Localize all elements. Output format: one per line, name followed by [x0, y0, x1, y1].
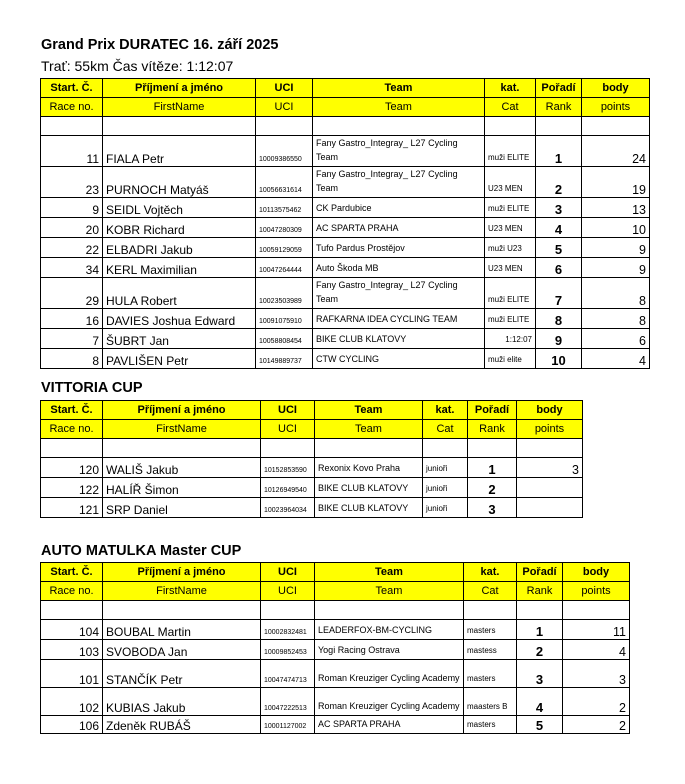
- table-row: [41, 309, 650, 329]
- cell-name: HULA Robert: [103, 278, 256, 309]
- cell-name: ŠUBRT Jan: [103, 329, 256, 349]
- cell-cat: masters: [464, 716, 517, 734]
- cell-cat: U23 MEN: [485, 167, 536, 198]
- cell-name: BOUBAL Martin: [103, 620, 261, 640]
- cell-points: 2: [563, 716, 630, 734]
- subheader-uci: UCI: [261, 420, 315, 439]
- blank-cell: [582, 117, 650, 136]
- cell-points: 11: [563, 620, 630, 640]
- cell-rank: 6: [536, 258, 582, 278]
- cell-team: Tufo Pardus Prostějov: [313, 238, 485, 258]
- cell-rank: 1: [536, 136, 582, 167]
- cell-uci: 10047280309: [256, 218, 313, 238]
- table-row: [41, 198, 650, 218]
- blank-cell: [256, 117, 313, 136]
- header-row: [41, 582, 630, 601]
- subheader-rank: Rank: [517, 582, 563, 601]
- cell-name: ELBADRI Jakub: [103, 238, 256, 258]
- cell-race-no: 23: [41, 167, 103, 198]
- subheader-name: FirstName: [103, 98, 256, 117]
- cell-cat: masters: [464, 660, 517, 688]
- cell-team: Rexonix Kovo Praha: [315, 458, 423, 478]
- table-row: [41, 329, 650, 349]
- cell-points: 24: [582, 136, 650, 167]
- cell-race-no: 7: [41, 329, 103, 349]
- subheader-race-no: Race no.: [41, 420, 103, 439]
- cell-name: PURNOCH Matyáš: [103, 167, 256, 198]
- cell-race-no: 22: [41, 238, 103, 258]
- cell-name: Zdeněk RUBÁŠ: [103, 716, 261, 734]
- cell-rank: 10: [536, 349, 582, 369]
- table-row: [41, 716, 630, 734]
- subheader-rank: Rank: [468, 420, 517, 439]
- cell-team: Fany Gastro_Integray_ L27 Cycling Team: [313, 167, 485, 198]
- cell-points: [517, 478, 583, 498]
- cell-race-no: 29: [41, 278, 103, 309]
- table-row: [41, 660, 630, 688]
- cell-race-no: 8: [41, 349, 103, 369]
- cell-cat: muži U23: [485, 238, 536, 258]
- subheader-team: Team: [315, 582, 464, 601]
- cell-cat: junioři: [423, 458, 468, 478]
- cell-uci: 10058808454: [256, 329, 313, 349]
- cell-race-no: 103: [41, 640, 103, 660]
- cell-rank: 1: [517, 620, 563, 640]
- race3-title: AUTO MATULKA Master CUP: [41, 543, 242, 559]
- header-uci: UCI: [261, 563, 315, 582]
- table-row: [41, 167, 650, 198]
- cell-rank: 7: [536, 278, 582, 309]
- header-name: Příjmení a jméno: [103, 563, 261, 582]
- cell-team: AC SPARTA PRAHA: [315, 716, 464, 734]
- cell-cat: mastess: [464, 640, 517, 660]
- table-row: [41, 620, 630, 640]
- blank-cell: [423, 439, 468, 458]
- cell-uci: 10002832481: [261, 620, 315, 640]
- header-race-no: Start. Č.: [41, 401, 103, 420]
- blank-cell: [103, 601, 261, 620]
- blank-cell: [315, 439, 423, 458]
- cell-name: SEIDL Vojtěch: [103, 198, 256, 218]
- cell-uci: 10009852453: [261, 640, 315, 660]
- cell-points: 13: [582, 198, 650, 218]
- table-row: [41, 349, 650, 369]
- cell-uci: 10047264444: [256, 258, 313, 278]
- blank-cell: [563, 601, 630, 620]
- header-row: [41, 79, 650, 98]
- cell-uci: 10056631614: [256, 167, 313, 198]
- cell-race-no: 9: [41, 198, 103, 218]
- cell-team: BIKE CLUB KLATOVY: [315, 498, 423, 518]
- race1-title: Grand Prix DURATEC 16. září 2025: [41, 37, 279, 53]
- cell-rank: 2: [468, 478, 517, 498]
- header-team: Team: [313, 79, 485, 98]
- cell-uci: 10059129059: [256, 238, 313, 258]
- cell-cat: muži ELITE: [485, 278, 536, 309]
- cell-points: 6: [582, 329, 650, 349]
- cell-name: PAVLIŠEN Petr: [103, 349, 256, 369]
- cell-team: CTW CYCLING: [313, 349, 485, 369]
- race2-results-table: [40, 400, 583, 518]
- cell-uci: 10152853590: [261, 458, 315, 478]
- cell-uci: 10047474713: [261, 660, 315, 688]
- cell-points: 8: [582, 309, 650, 329]
- header-cat: kat.: [423, 401, 468, 420]
- header-cat: kat.: [464, 563, 517, 582]
- header-uci: UCI: [261, 401, 315, 420]
- header-rank: Pořadí: [517, 563, 563, 582]
- header-row: [41, 563, 630, 582]
- header-cat: kat.: [485, 79, 536, 98]
- cell-rank: 3: [468, 498, 517, 518]
- cell-rank: 8: [536, 309, 582, 329]
- subheader-rank: Rank: [536, 98, 582, 117]
- cell-uci: 10047222513: [261, 688, 315, 716]
- cell-rank: 1: [468, 458, 517, 478]
- table-row: [41, 278, 650, 309]
- cell-race-no: 20: [41, 218, 103, 238]
- cell-uci: 10126949540: [261, 478, 315, 498]
- cell-cat: 1:12:07: [485, 329, 536, 349]
- cell-team: Roman Kreuziger Cycling Academy: [315, 660, 464, 688]
- blank-row: [41, 117, 650, 136]
- cell-points: 2: [563, 688, 630, 716]
- cell-uci: 10023503989: [256, 278, 313, 309]
- blank-cell: [517, 439, 583, 458]
- cell-race-no: 122: [41, 478, 103, 498]
- blank-cell: [536, 117, 582, 136]
- cell-uci: 10091075910: [256, 309, 313, 329]
- cell-team: Yogi Racing Ostrava: [315, 640, 464, 660]
- cell-race-no: 11: [41, 136, 103, 167]
- blank-cell: [468, 439, 517, 458]
- cell-team: AC SPARTA PRAHA: [313, 218, 485, 238]
- blank-cell: [103, 439, 261, 458]
- blank-cell: [103, 117, 256, 136]
- blank-cell: [313, 117, 485, 136]
- cell-name: KOBR Richard: [103, 218, 256, 238]
- cell-points: 3: [517, 458, 583, 478]
- blank-cell: [485, 117, 536, 136]
- subheader-cat: Cat: [485, 98, 536, 117]
- cell-cat: muži ELITE: [485, 198, 536, 218]
- cell-cat: junioři: [423, 478, 468, 498]
- cell-points: 10: [582, 218, 650, 238]
- cell-points: 4: [563, 640, 630, 660]
- blank-cell: [41, 117, 103, 136]
- cell-rank: 3: [517, 660, 563, 688]
- table-row: [41, 640, 630, 660]
- header-uci: UCI: [256, 79, 313, 98]
- cell-team: CK Pardubice: [313, 198, 485, 218]
- subheader-uci: UCI: [256, 98, 313, 117]
- race1-subtitle: Trať: 55km Čas vítěze: 1:12:07: [41, 58, 234, 74]
- cell-uci: 10113575462: [256, 198, 313, 218]
- blank-cell: [41, 439, 103, 458]
- blank-cell: [517, 601, 563, 620]
- header-name: Příjmení a jméno: [103, 79, 256, 98]
- cell-name: SRP Daniel: [103, 498, 261, 518]
- cell-rank: 9: [536, 329, 582, 349]
- cell-name: FIALA Petr: [103, 136, 256, 167]
- cell-rank: 4: [536, 218, 582, 238]
- subheader-cat: Cat: [464, 582, 517, 601]
- cell-race-no: 102: [41, 688, 103, 716]
- subheader-team: Team: [313, 98, 485, 117]
- cell-uci: 10009386550: [256, 136, 313, 167]
- cell-name: DAVIES Joshua Edward: [103, 309, 256, 329]
- cell-race-no: 16: [41, 309, 103, 329]
- subheader-uci: UCI: [261, 582, 315, 601]
- cell-name: SVOBODA Jan: [103, 640, 261, 660]
- cell-team: BIKE CLUB KLATOVY: [313, 329, 485, 349]
- blank-cell: [315, 601, 464, 620]
- cell-name: KUBIAS Jakub: [103, 688, 261, 716]
- table-row: [41, 218, 650, 238]
- cell-cat: masters: [464, 620, 517, 640]
- cell-race-no: 121: [41, 498, 103, 518]
- cell-rank: 4: [517, 688, 563, 716]
- cell-race-no: 120: [41, 458, 103, 478]
- cell-points: 9: [582, 258, 650, 278]
- subheader-race-no: Race no.: [41, 98, 103, 117]
- header-row: [41, 98, 650, 117]
- subheader-name: FirstName: [103, 582, 261, 601]
- table-row: [41, 688, 630, 716]
- cell-race-no: 106: [41, 716, 103, 734]
- header-rank: Pořadí: [468, 401, 517, 420]
- cell-team: Fany Gastro_Integray_ L27 Cycling Team: [313, 136, 485, 167]
- table-row: [41, 478, 583, 498]
- header-points: body: [563, 563, 630, 582]
- table-row: [41, 498, 583, 518]
- cell-rank: 2: [517, 640, 563, 660]
- cell-name: HALÍŘ Šimon: [103, 478, 261, 498]
- cell-name: WALIŠ Jakub: [103, 458, 261, 478]
- cell-name: KERL Maximilian: [103, 258, 256, 278]
- cell-team: Roman Kreuziger Cycling Academy: [315, 688, 464, 716]
- cell-cat: junioři: [423, 498, 468, 518]
- subheader-name: FirstName: [103, 420, 261, 439]
- blank-row: [41, 439, 583, 458]
- cell-points: 3: [563, 660, 630, 688]
- header-points: body: [517, 401, 583, 420]
- cell-race-no: 104: [41, 620, 103, 640]
- cell-uci: 10001127002: [261, 716, 315, 734]
- subheader-cat: Cat: [423, 420, 468, 439]
- cell-name: STANČÍK Petr: [103, 660, 261, 688]
- cell-team: Fany Gastro_Integray_ L27 Cycling Team: [313, 278, 485, 309]
- table-row: [41, 238, 650, 258]
- cell-race-no: 34: [41, 258, 103, 278]
- table-row: [41, 258, 650, 278]
- header-name: Příjmení a jméno: [103, 401, 261, 420]
- cell-cat: U23 MEN: [485, 258, 536, 278]
- subheader-team: Team: [315, 420, 423, 439]
- blank-cell: [261, 439, 315, 458]
- cell-race-no: 101: [41, 660, 103, 688]
- cell-cat: muži ELITE: [485, 136, 536, 167]
- race3-results-table: [40, 562, 630, 734]
- subheader-points: points: [517, 420, 583, 439]
- table-row: [41, 136, 650, 167]
- cell-points: 4: [582, 349, 650, 369]
- header-points: body: [582, 79, 650, 98]
- blank-cell: [261, 601, 315, 620]
- cell-points: 19: [582, 167, 650, 198]
- cell-rank: 2: [536, 167, 582, 198]
- cell-team: RAFKARNA IDEA CYCLING TEAM: [313, 309, 485, 329]
- cell-team: BIKE CLUB KLATOVY: [315, 478, 423, 498]
- cell-cat: maasters B: [464, 688, 517, 716]
- cell-team: Auto Škoda MB: [313, 258, 485, 278]
- header-row: [41, 420, 583, 439]
- cell-rank: 5: [517, 716, 563, 734]
- cell-cat: U23 MEN: [485, 218, 536, 238]
- header-team: Team: [315, 563, 464, 582]
- subheader-race-no: Race no.: [41, 582, 103, 601]
- header-race-no: Start. Č.: [41, 563, 103, 582]
- subheader-points: points: [582, 98, 650, 117]
- blank-cell: [464, 601, 517, 620]
- cell-points: 9: [582, 238, 650, 258]
- race2-title: VITTORIA CUP: [41, 380, 143, 396]
- blank-cell: [41, 601, 103, 620]
- table-row: [41, 458, 583, 478]
- cell-rank: 5: [536, 238, 582, 258]
- race1-results-table: [40, 78, 650, 369]
- cell-team: LEADERFOX-BM-CYCLING: [315, 620, 464, 640]
- cell-cat: muži ELITE: [485, 309, 536, 329]
- header-row: [41, 401, 583, 420]
- header-team: Team: [315, 401, 423, 420]
- cell-rank: 3: [536, 198, 582, 218]
- cell-uci: 10023964034: [261, 498, 315, 518]
- cell-uci: 10149889737: [256, 349, 313, 369]
- header-race-no: Start. Č.: [41, 79, 103, 98]
- cell-cat: muži elite: [485, 349, 536, 369]
- subheader-points: points: [563, 582, 630, 601]
- cell-points: 8: [582, 278, 650, 309]
- blank-row: [41, 601, 630, 620]
- cell-points: [517, 498, 583, 518]
- header-rank: Pořadí: [536, 79, 582, 98]
